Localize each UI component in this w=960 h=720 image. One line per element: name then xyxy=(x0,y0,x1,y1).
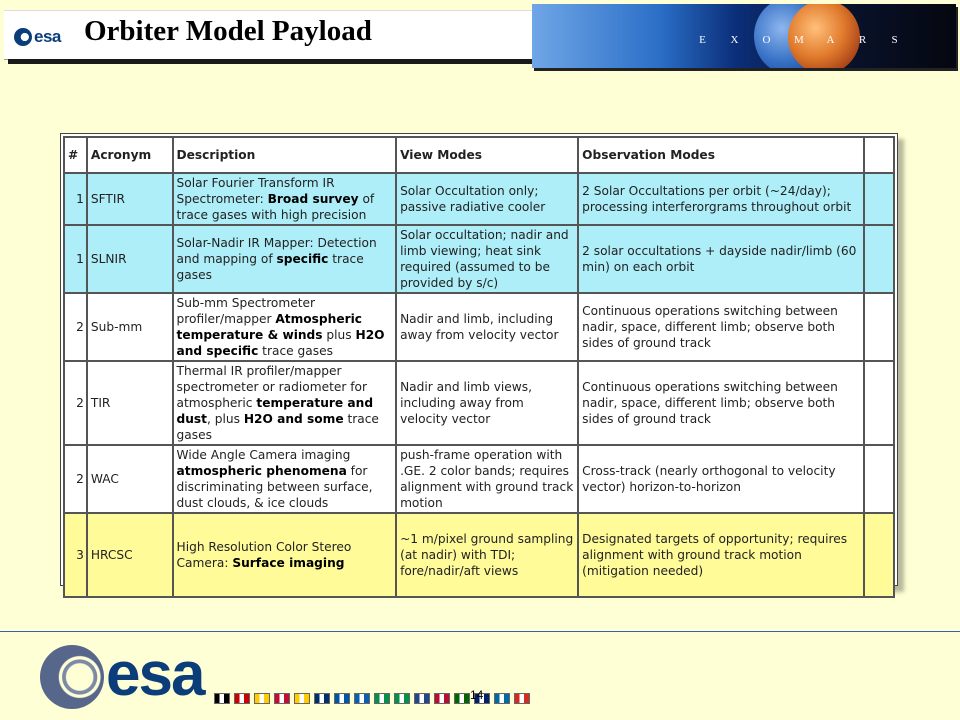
page-number: 14 xyxy=(470,688,484,702)
esa-swirl-icon xyxy=(14,28,32,46)
table-header-row xyxy=(64,137,894,173)
banner-letter: R xyxy=(858,34,868,46)
banner-letter: A xyxy=(826,34,836,46)
table-row xyxy=(64,225,894,293)
cell-view-modes: Nadir and limb, including away from velocity vector xyxy=(396,293,578,361)
esa-logo-text: esa xyxy=(34,27,61,46)
flag-icon xyxy=(254,693,270,704)
cell-observation-modes: 2 Solar Occultations per orbit (~24/day); processing interferorgrams throughout orbit xyxy=(578,173,864,225)
cell-empty xyxy=(864,293,894,361)
esa-logo-small xyxy=(14,25,66,49)
flag-icon xyxy=(294,693,310,704)
flag-icon xyxy=(354,693,370,704)
col-header-num: # xyxy=(64,137,87,173)
table-row xyxy=(64,513,894,597)
cell-observation-modes: Continuous operations switching between nadir, space, different limb; observe both sides of ground track xyxy=(578,361,864,445)
cell-empty xyxy=(864,513,894,597)
cell-view-modes: Solar Occultation only; passive radiative cooler xyxy=(396,173,578,225)
table-row xyxy=(64,361,894,445)
cell-empty xyxy=(864,445,894,513)
flag-icon xyxy=(434,693,450,704)
cell-acronym: TIR xyxy=(87,361,173,445)
cell-observation-modes: Cross-track (nearly orthogonal to velocity vector) horizon-to-horizon xyxy=(578,445,864,513)
payload-table xyxy=(60,133,898,586)
cell-acronym: Sub-mm xyxy=(87,293,173,361)
banner-letter: S xyxy=(891,34,899,46)
banner-letter: M xyxy=(794,34,805,46)
cell-observation-modes: Continuous operations switching between nadir, space, different limb; observe both sides of ground track xyxy=(578,293,864,361)
esa-logo-text: esa xyxy=(106,640,204,709)
banner-letter: O xyxy=(762,34,772,46)
title-box xyxy=(4,10,532,59)
cell-num: 3 xyxy=(64,513,87,597)
cell-num: 1 xyxy=(64,173,87,225)
cell-empty xyxy=(864,361,894,445)
cell-view-modes: push-frame operation with .GE. 2 color bands; requires alignment with ground track motion xyxy=(396,445,578,513)
flag-icon xyxy=(314,693,330,704)
exomars-banner xyxy=(532,4,956,68)
cell-observation-modes: 2 solar occultations + dayside nadir/limb (60 min) on each orbit xyxy=(578,225,864,293)
cell-description: Wide Angle Camera imaging atmospheric phenomena for discriminating between surface, dust clouds, & ice clouds xyxy=(173,445,397,513)
banner-letter: E xyxy=(699,34,707,46)
table-row xyxy=(64,173,894,225)
footer-divider xyxy=(0,631,960,632)
cell-description: Thermal IR profiler/mapper spectrometer or radiometer for atmospheric temperature and dust, plus H2O and some trace gases xyxy=(173,361,397,445)
cell-empty xyxy=(864,225,894,293)
cell-description: Sub-mm Spectrometer profiler/mapper Atmospheric temperature & winds plus H2O and specific trace gases xyxy=(173,293,397,361)
flag-icon xyxy=(334,693,350,704)
cell-num: 2 xyxy=(64,293,87,361)
cell-description: Solar-Nadir IR Mapper: Detection and mapping of specific trace gases xyxy=(173,225,397,293)
table-row xyxy=(64,445,894,513)
exomars-letters xyxy=(698,34,900,46)
flag-icon xyxy=(394,693,410,704)
cell-num: 1 xyxy=(64,225,87,293)
col-header-description: Description xyxy=(173,137,397,173)
page-title: Orbiter Model Payload xyxy=(84,15,372,47)
esa-swirl-icon xyxy=(40,645,104,709)
col-header-empty xyxy=(864,137,894,173)
flag-icon xyxy=(414,693,430,704)
flag-icon xyxy=(454,693,470,704)
cell-view-modes: ~1 m/pixel ground sampling (at nadir) with TDI; fore/nadir/aft views xyxy=(396,513,578,597)
esa-logo-large xyxy=(40,640,220,711)
cell-acronym: WAC xyxy=(87,445,173,513)
col-header-acronym: Acronym xyxy=(87,137,173,173)
flag-icon xyxy=(234,693,250,704)
cell-view-modes: Nadir and limb views, including away from velocity vector xyxy=(396,361,578,445)
cell-num: 2 xyxy=(64,361,87,445)
flag-icon xyxy=(214,693,230,704)
cell-description: High Resolution Color Stereo Camera: Surface imaging xyxy=(173,513,397,597)
flag-icon xyxy=(374,693,390,704)
cell-acronym: HRCSC xyxy=(87,513,173,597)
cell-view-modes: Solar occultation; nadir and limb viewing; heat sink required (assumed to be provided by s/c) xyxy=(396,225,578,293)
flag-icon xyxy=(494,693,510,704)
table-row xyxy=(64,293,894,361)
cell-acronym: SLNIR xyxy=(87,225,173,293)
col-header-observation-modes: Observation Modes xyxy=(578,137,864,173)
banner-letter: X xyxy=(730,34,740,46)
cell-observation-modes: Designated targets of opportunity; requires alignment with ground track motion (mitigation needed) xyxy=(578,513,864,597)
cell-empty xyxy=(864,173,894,225)
cell-num: 2 xyxy=(64,445,87,513)
col-header-view-modes: View Modes xyxy=(396,137,578,173)
cell-acronym: SFTIR xyxy=(87,173,173,225)
cell-description: Solar Fourier Transform IR Spectrometer: Broad survey of trace gases with high precision xyxy=(173,173,397,225)
flag-icon xyxy=(274,693,290,704)
flag-icon xyxy=(514,693,530,704)
